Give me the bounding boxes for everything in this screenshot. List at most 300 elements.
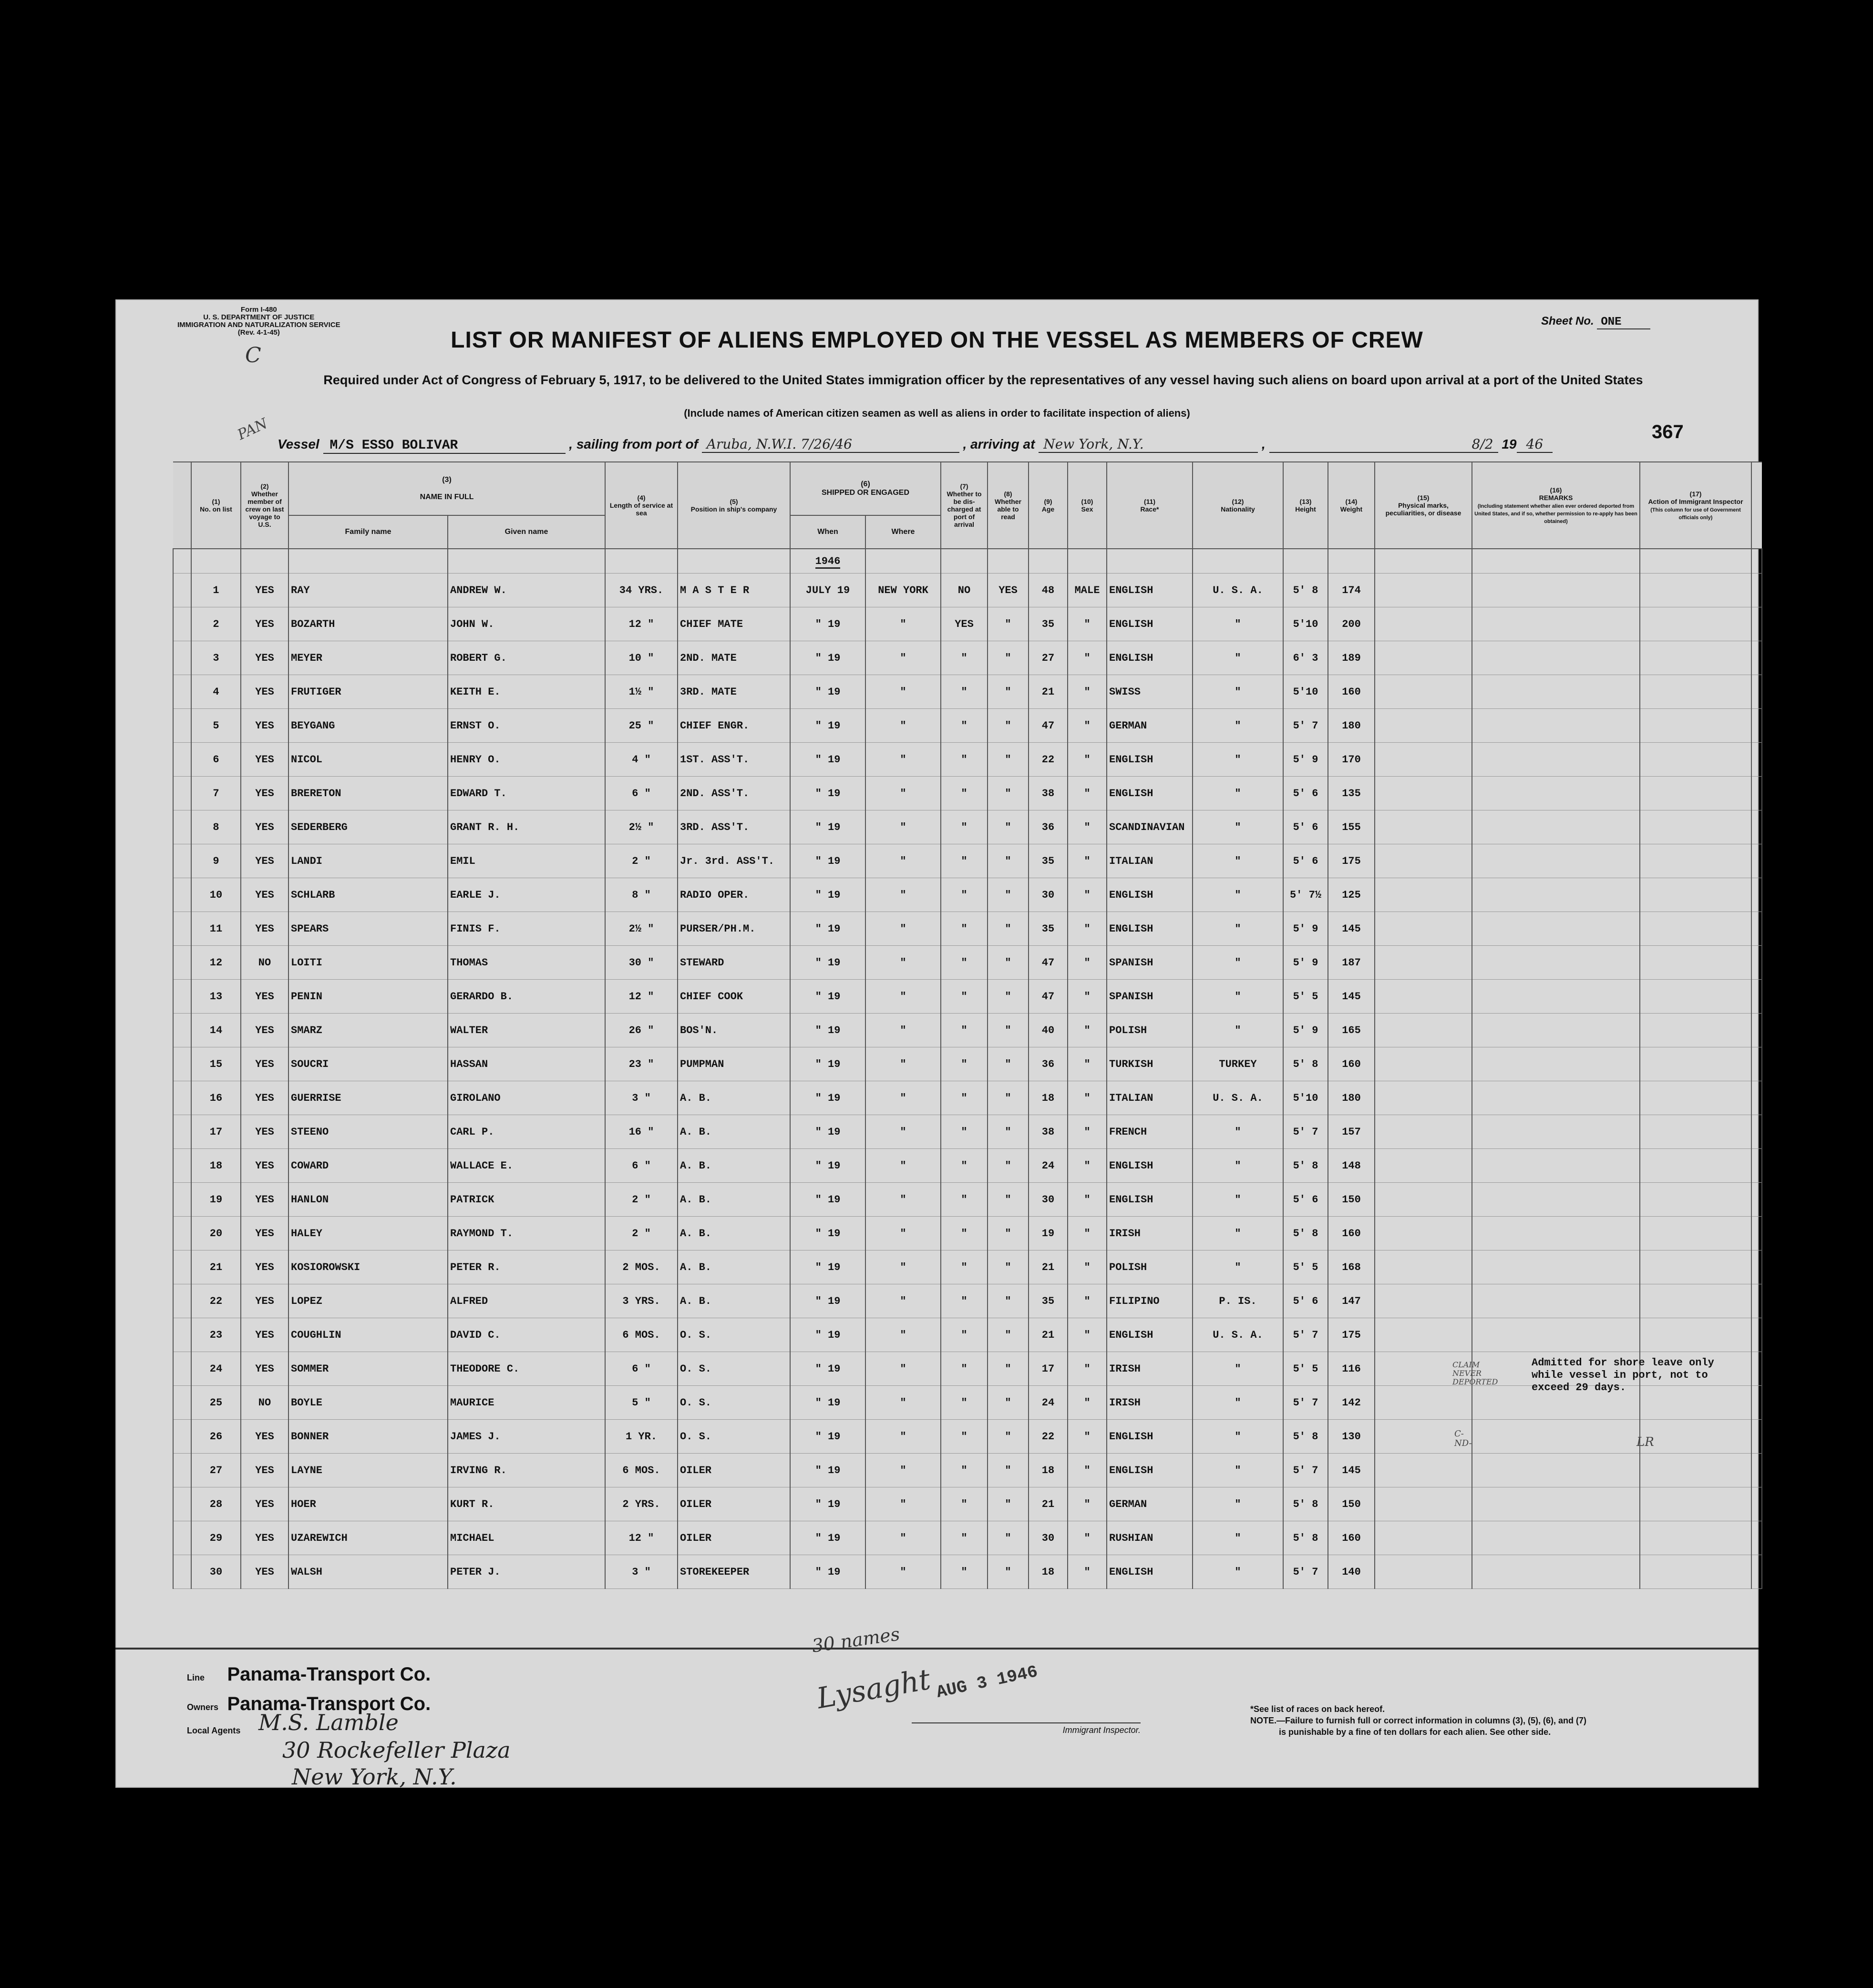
cell-empty [1751, 1420, 1762, 1454]
cell-nationality: " [1193, 912, 1283, 946]
cell-empty [1640, 743, 1751, 777]
cell-family: WALSH [288, 1555, 448, 1589]
cell-age: 36 [1029, 810, 1068, 844]
cell-discharged: " [941, 1183, 988, 1217]
cell-weight: 116 [1328, 1352, 1375, 1386]
cell-empty [1472, 1115, 1640, 1149]
cell-position: 3RD. MATE [678, 675, 790, 709]
cell-weight: 174 [1328, 574, 1375, 607]
cell-where: " [865, 980, 941, 1014]
cell-empty [1375, 1521, 1472, 1555]
cell-given: DAVID C. [448, 1318, 605, 1352]
cell-position: PUMPMAN [678, 1047, 790, 1081]
cell-race: ENGLISH [1107, 912, 1193, 946]
cell-no: 15 [191, 1047, 241, 1081]
cell-discharged: " [941, 777, 988, 810]
cell-no: 23 [191, 1318, 241, 1352]
cell-empty [1375, 1454, 1472, 1487]
cell-empty [1375, 1555, 1472, 1589]
arrival-date: 8/2 [1269, 436, 1498, 453]
cell-race: ITALIAN [1107, 1081, 1193, 1115]
cell-empty [1375, 1250, 1472, 1284]
cell-service: 3 " [605, 1555, 678, 1589]
cell-prev: YES [241, 675, 288, 709]
cell-nationality: " [1193, 777, 1283, 810]
cell-when: " 19 [790, 607, 865, 641]
family-name-header: Family name [288, 515, 448, 549]
cell-when: " 19 [790, 1487, 865, 1521]
cell-weight: 168 [1328, 1250, 1375, 1284]
cell-service: 12 " [605, 607, 678, 641]
cell-empty [1751, 1521, 1762, 1555]
cell-empty [173, 1047, 191, 1081]
table-row [173, 1081, 1762, 1115]
col-3-header: (3) NAME IN FULL [288, 462, 605, 515]
cell-sex: " [1068, 1555, 1107, 1589]
cell-empty [1472, 1149, 1640, 1183]
cell-when: " 19 [790, 844, 865, 878]
cell-family: UZAREWICH [288, 1521, 448, 1555]
cell-family: COWARD [288, 1149, 448, 1183]
cell-empty [173, 1284, 191, 1318]
agent-city-handwritten: New York, N.Y. [292, 1764, 457, 1790]
cell-nationality: P. IS. [1193, 1284, 1283, 1318]
cell-empty [1751, 1081, 1762, 1115]
given-name-header: Given name [448, 515, 605, 549]
cell-where: " [865, 1521, 941, 1555]
cell-position: 2ND. MATE [678, 641, 790, 675]
cell-height: 5' 7 [1283, 1318, 1328, 1352]
cell-sex: " [1068, 1352, 1107, 1386]
page-number: 367 [1652, 421, 1684, 442]
cell-read: " [988, 675, 1029, 709]
cell-empty [1375, 1217, 1472, 1250]
cell-where: " [865, 1115, 941, 1149]
cell-sex: " [1068, 1318, 1107, 1352]
cell-given: FINIS F. [448, 912, 605, 946]
cell-empty [173, 810, 191, 844]
cell-nationality: " [1193, 1352, 1283, 1386]
cell-empty [1472, 878, 1640, 912]
cell-empty [1751, 777, 1762, 810]
cell-read: " [988, 607, 1029, 641]
footer-notes [1250, 1703, 1586, 1738]
cell-nationality: TURKEY [1193, 1047, 1283, 1081]
cell-age: 21 [1029, 1250, 1068, 1284]
cell-when: " 19 [790, 1521, 865, 1555]
cell-sex: " [1068, 1014, 1107, 1047]
cell-empty [1751, 1115, 1762, 1149]
cell-age: 48 [1029, 574, 1068, 607]
cell-position: A. B. [678, 1081, 790, 1115]
cell-discharged: " [941, 1521, 988, 1555]
cell-empty [1751, 1217, 1762, 1250]
cell-family: SEDERBERG [288, 810, 448, 844]
cell-empty [1640, 1420, 1751, 1454]
cell-empty [1640, 1217, 1751, 1250]
table-row [173, 709, 1762, 743]
cell-height: 5' 8 [1283, 1420, 1328, 1454]
cell-prev: YES [241, 1318, 288, 1352]
cell-empty [1640, 1487, 1751, 1521]
cell-empty [173, 1352, 191, 1386]
cell-sex: " [1068, 1149, 1107, 1183]
cell-family: FRUTIGER [288, 675, 448, 709]
cell-height: 5'10 [1283, 607, 1328, 641]
date-stamp: AUG 3 1946 [935, 1661, 1039, 1703]
cell-position: A. B. [678, 1149, 790, 1183]
cell-empty [1375, 810, 1472, 844]
cell-sex: " [1068, 912, 1107, 946]
table-row [173, 810, 1762, 844]
cell-height: 5' 7 [1283, 1555, 1328, 1589]
cell-prev: YES [241, 1555, 288, 1589]
agent-address-handwritten: 30 Rockefeller Plaza [282, 1737, 511, 1763]
cell-empty [1640, 1183, 1751, 1217]
table-row [173, 607, 1762, 641]
cell-prev: YES [241, 1149, 288, 1183]
cell-position: Jr. 3rd. ASS'T. [678, 844, 790, 878]
cell-where: " [865, 709, 941, 743]
cell-weight: 180 [1328, 1081, 1375, 1115]
cell-when: " 19 [790, 1386, 865, 1420]
cell-discharged: " [941, 743, 988, 777]
page-subtitle: Required under Act of Congress of February 5, 1917, to be delivered to the United States immigration officer by the representatives of any vessel having such aliens on board upon arrival at a port of the United States [323, 373, 1643, 387]
cell-given: EMIL [448, 844, 605, 878]
cell-discharged: " [941, 1250, 988, 1284]
cell-empty [1640, 1284, 1751, 1318]
cell-race: ENGLISH [1107, 743, 1193, 777]
form-identifier: Form I-480 U. S. DEPARTMENT OF JUSTICE IMMIGRATION AND NATURALIZATION SERVICE (Rev. 4-1-45) [177, 306, 340, 337]
cell-when: " 19 [790, 1352, 865, 1386]
cell-weight: 170 [1328, 743, 1375, 777]
cell-no: 10 [191, 878, 241, 912]
cell-position: 1ST. ASS'T. [678, 743, 790, 777]
cell-given: CARL P. [448, 1115, 605, 1149]
cell-race: RUSHIAN [1107, 1521, 1193, 1555]
cell-discharged: " [941, 709, 988, 743]
cell-no: 18 [191, 1149, 241, 1183]
cell-weight: 140 [1328, 1555, 1375, 1589]
cell-empty [1472, 1250, 1640, 1284]
cell-age: 19 [1029, 1217, 1068, 1250]
cell-no: 19 [191, 1183, 241, 1217]
cell-empty [173, 980, 191, 1014]
cell-sex: " [1068, 1183, 1107, 1217]
cell-empty [1640, 878, 1751, 912]
remark-cd-note: C- ND- [1454, 1429, 1472, 1448]
cell-position: BOS'N. [678, 1014, 790, 1047]
cell-where: " [865, 1420, 941, 1454]
cell-given: GIROLANO [448, 1081, 605, 1115]
cell-sex: " [1068, 709, 1107, 743]
agent-name-handwritten: M.S. Lamble [258, 1710, 399, 1735]
cell-empty [1640, 1521, 1751, 1555]
cell-read: " [988, 1183, 1029, 1217]
cell-age: 38 [1029, 1115, 1068, 1149]
cell-family: BRERETON [288, 777, 448, 810]
cell-where: " [865, 675, 941, 709]
cell-given: HENRY O. [448, 743, 605, 777]
cell-sex: " [1068, 1454, 1107, 1487]
cell-empty [1751, 912, 1762, 946]
cell-when: " 19 [790, 1454, 865, 1487]
cell-height: 5' 7 [1283, 1115, 1328, 1149]
cell-empty [1375, 1149, 1472, 1183]
cell-sex: " [1068, 878, 1107, 912]
cell-service: 3 " [605, 1081, 678, 1115]
cell-empty [1751, 1386, 1762, 1420]
cell-discharged: " [941, 1149, 988, 1183]
cell-empty [1640, 844, 1751, 878]
cell-given: WALTER [448, 1014, 605, 1047]
cell-empty [1640, 1081, 1751, 1115]
cell-when: " 19 [790, 1014, 865, 1047]
crew-manifest-table [173, 461, 1762, 1589]
cell-empty [1751, 1284, 1762, 1318]
cell-empty [1472, 574, 1640, 607]
cell-prev: YES [241, 1183, 288, 1217]
cell-service: 6 " [605, 1352, 678, 1386]
cell-empty [1751, 641, 1762, 675]
cell-nationality: " [1193, 878, 1283, 912]
cell-weight: 175 [1328, 1318, 1375, 1352]
cell-empty [1375, 607, 1472, 641]
cell-discharged: YES [941, 607, 988, 641]
cell-empty [1640, 980, 1751, 1014]
cell-family: GUERRISE [288, 1081, 448, 1115]
cell-position: OILER [678, 1487, 790, 1521]
cell-service: 6 MOS. [605, 1454, 678, 1487]
cell-nationality: " [1193, 1420, 1283, 1454]
cell-weight: 160 [1328, 1047, 1375, 1081]
cell-no: 16 [191, 1081, 241, 1115]
cell-given: MICHAEL [448, 1521, 605, 1555]
cell-weight: 145 [1328, 912, 1375, 946]
cell-family: HALEY [288, 1217, 448, 1250]
cell-when: " 19 [790, 1284, 865, 1318]
inspector-signature: Lysaght [814, 1662, 933, 1716]
cell-when: " 19 [790, 1115, 865, 1149]
cell-race: IRISH [1107, 1352, 1193, 1386]
cell-discharged: " [941, 675, 988, 709]
col-17-header: (17) Action of Immigrant Inspector (This column for use of Government officials only) [1640, 462, 1751, 549]
cell-empty [1472, 743, 1640, 777]
cell-empty [1472, 1284, 1640, 1318]
cell-empty [1472, 1081, 1640, 1115]
cell-weight: 157 [1328, 1115, 1375, 1149]
cell-empty [1472, 1521, 1640, 1555]
owners-label: Owners [187, 1702, 219, 1712]
cell-weight: 130 [1328, 1420, 1375, 1454]
cell-when: JULY 19 [790, 574, 865, 607]
cell-nationality: " [1193, 1115, 1283, 1149]
cell-where: " [865, 1487, 941, 1521]
cell-nationality: " [1193, 1454, 1283, 1487]
cell-empty [1751, 878, 1762, 912]
cell-prev: YES [241, 1454, 288, 1487]
cell-family: STEENO [288, 1115, 448, 1149]
year-suffix: 46 [1517, 436, 1553, 453]
cell-read: " [988, 641, 1029, 675]
cell-discharged: " [941, 1217, 988, 1250]
cell-age: 47 [1029, 980, 1068, 1014]
cell-weight: 135 [1328, 777, 1375, 810]
col-5-header: (5) Position in ship's company [678, 462, 790, 549]
cell-empty [173, 709, 191, 743]
cell-no: 1 [191, 574, 241, 607]
cell-read: " [988, 980, 1029, 1014]
cell-height: 5' 6 [1283, 810, 1328, 844]
arriving-label: , arriving at [963, 437, 1035, 451]
cell-empty [173, 1217, 191, 1250]
cell-where: " [865, 1047, 941, 1081]
cell-prev: YES [241, 1487, 288, 1521]
cell-empty [1375, 878, 1472, 912]
cell-where: " [865, 878, 941, 912]
cell-where: " [865, 777, 941, 810]
table-row [173, 743, 1762, 777]
cell-weight: 150 [1328, 1487, 1375, 1521]
vessel-label: Vessel [278, 437, 319, 451]
cell-empty [1375, 980, 1472, 1014]
col-6-header: (6) SHIPPED OR ENGAGED [790, 462, 941, 515]
cell-prev: YES [241, 1014, 288, 1047]
cell-race: ENGLISH [1107, 1555, 1193, 1589]
cell-height: 6' 3 [1283, 641, 1328, 675]
cell-service: 6 MOS. [605, 1318, 678, 1352]
cell-read: " [988, 1487, 1029, 1521]
cell-empty [1375, 1386, 1472, 1420]
cell-position: PURSER/PH.M. [678, 912, 790, 946]
cell-family: BOYLE [288, 1386, 448, 1420]
cell-service: 6 " [605, 777, 678, 810]
cell-position: 3RD. ASS'T. [678, 810, 790, 844]
col-11-header: (11) Race* [1107, 462, 1193, 549]
cell-height: 5' 9 [1283, 743, 1328, 777]
cell-sex: " [1068, 844, 1107, 878]
cell-read: " [988, 878, 1029, 912]
cell-height: 5'10 [1283, 1081, 1328, 1115]
cell-height: 5' 6 [1283, 1284, 1328, 1318]
cell-given: ALFRED [448, 1284, 605, 1318]
cell-service: 12 " [605, 980, 678, 1014]
cell-race: ENGLISH [1107, 777, 1193, 810]
cell-weight: 145 [1328, 980, 1375, 1014]
where-header: Where [865, 515, 941, 549]
cell-empty [1640, 1318, 1751, 1352]
cell-sex: " [1068, 777, 1107, 810]
cell-read: " [988, 1081, 1029, 1115]
cell-age: 21 [1029, 1487, 1068, 1521]
cell-nationality: U. S. A. [1193, 574, 1283, 607]
cell-empty [1472, 1318, 1640, 1352]
cell-empty [1472, 641, 1640, 675]
table-row [173, 980, 1762, 1014]
cell-service: 23 " [605, 1047, 678, 1081]
cell-empty [173, 1014, 191, 1047]
line-label: Line [187, 1673, 205, 1682]
cell-weight: 160 [1328, 1217, 1375, 1250]
cell-empty [1751, 574, 1762, 607]
cell-service: 2½ " [605, 912, 678, 946]
cell-where: " [865, 810, 941, 844]
cell-no: 25 [191, 1386, 241, 1420]
cell-position: CHIEF ENGR. [678, 709, 790, 743]
cell-position: M A S T E R [678, 574, 790, 607]
cell-sex: MALE [1068, 574, 1107, 607]
cell-weight: 180 [1328, 709, 1375, 743]
cell-empty [173, 1454, 191, 1487]
cell-age: 35 [1029, 844, 1068, 878]
col-16-header: (16) REMARKS (Including statement whether alien ever ordered deported from United States, and if so, whether permission to re-apply has been obtained) [1472, 462, 1640, 549]
cell-prev: YES [241, 1217, 288, 1250]
cell-empty [1640, 1149, 1751, 1183]
cell-no: 7 [191, 777, 241, 810]
cell-empty [1375, 1047, 1472, 1081]
cell-empty [1640, 1047, 1751, 1081]
cell-empty [1375, 1487, 1472, 1521]
cell-given: MAURICE [448, 1386, 605, 1420]
table-row [173, 1149, 1762, 1183]
cell-discharged: " [941, 1081, 988, 1115]
cell-empty [1472, 912, 1640, 946]
cell-race: ENGLISH [1107, 1318, 1193, 1352]
table-row [173, 844, 1762, 878]
cell-nationality: " [1193, 980, 1283, 1014]
cell-sex: " [1068, 1386, 1107, 1420]
cell-where: " [865, 946, 941, 980]
cell-height: 5' 7 [1283, 1386, 1328, 1420]
cell-nationality: " [1193, 607, 1283, 641]
cell-where: " [865, 607, 941, 641]
cell-where: " [865, 1555, 941, 1589]
cell-read: " [988, 1284, 1029, 1318]
cell-empty [173, 1318, 191, 1352]
cell-nationality: " [1193, 1149, 1283, 1183]
arriving-port: New York, N.Y. [1039, 436, 1258, 453]
cell-discharged: " [941, 844, 988, 878]
cell-position: O. S. [678, 1352, 790, 1386]
cell-service: 2 MOS. [605, 1250, 678, 1284]
cell-family: LAYNE [288, 1454, 448, 1487]
cell-prev: YES [241, 980, 288, 1014]
cell-read: " [988, 1149, 1029, 1183]
cell-given: JAMES J. [448, 1420, 605, 1454]
cell-discharged: " [941, 641, 988, 675]
sheet-value: ONE [1597, 316, 1650, 329]
cell-discharged: " [941, 1115, 988, 1149]
cell-no: 30 [191, 1555, 241, 1589]
cell-empty [1375, 1318, 1472, 1352]
cell-read: " [988, 1318, 1029, 1352]
cell-empty [1472, 709, 1640, 743]
cell-service: 16 " [605, 1115, 678, 1149]
cell-when: " 19 [790, 1149, 865, 1183]
sheet-number [1541, 315, 1650, 328]
cell-sex: " [1068, 980, 1107, 1014]
cell-empty [1751, 1149, 1762, 1183]
cell-when: " 19 [790, 878, 865, 912]
cell-nationality: " [1193, 1217, 1283, 1250]
cell-no: 24 [191, 1352, 241, 1386]
cell-service: 12 " [605, 1521, 678, 1555]
cell-sex: " [1068, 1115, 1107, 1149]
sailing-label: , sailing from port of [569, 437, 698, 451]
cell-race: IRISH [1107, 1217, 1193, 1250]
cell-empty [1375, 912, 1472, 946]
cell-weight: 145 [1328, 1454, 1375, 1487]
